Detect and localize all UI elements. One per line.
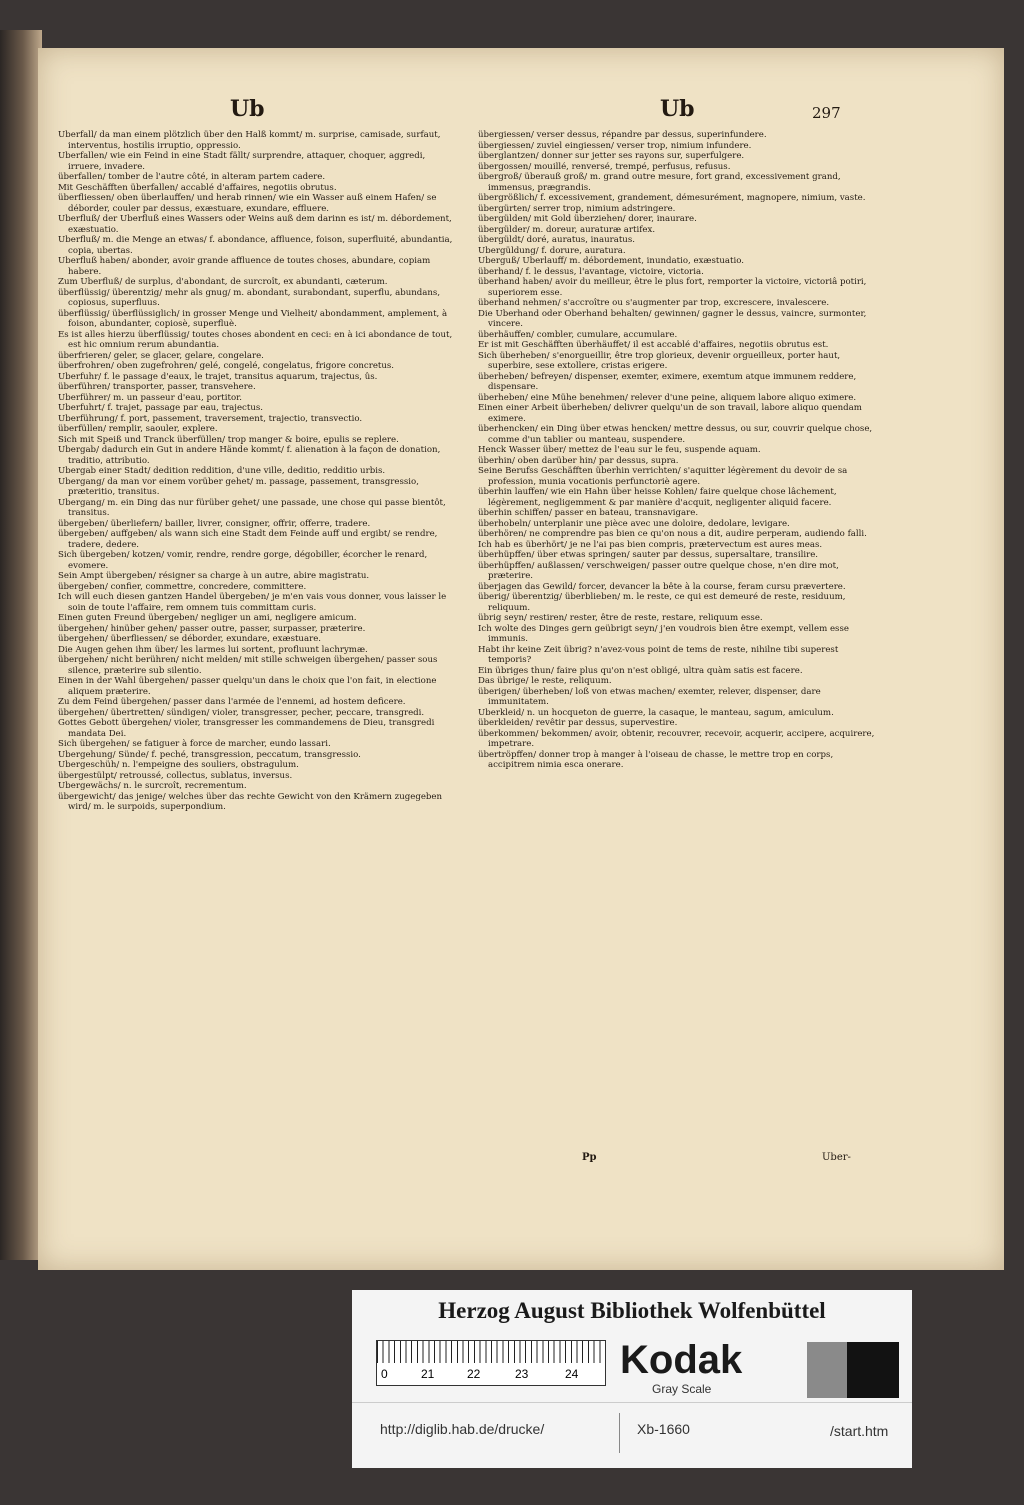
dictionary-entry: Ubergewächs/ n. le surcroît, recrementum. <box>58 781 247 791</box>
dictionary-entry: Habt ihr keine Zeit übrig? n'avez-vous point de tems de reste, nihilne tibi superest temporis? <box>478 644 839 665</box>
dictionary-entry: Uberguß/ Uberlauff/ m. débordement, inundatio, exæstuatio. <box>478 256 744 266</box>
dictionary-entry: Uberfallen/ wie ein Feind in eine Stadt fällt/ surprendre, attaquer, choquer, aggredi, irruere, invadere. <box>58 151 426 172</box>
dictionary-entry: überfrieren/ geler, se glacer, gelare, congelare. <box>58 350 264 361</box>
ruler-number: 22 <box>467 1367 481 1381</box>
dictionary-entry: überfrohren/ oben zugefrohren/ gelé, congelé, congelatus, frigore concretus. <box>58 361 395 371</box>
dictionary-entry: Einen guten Freund übergeben/ negliger un ami, negligere amicum. <box>58 613 357 623</box>
dictionary-entry: übergrößlich/ f. excessivement, grandement, démesurément, magnopere, nimium, vaste. <box>478 193 866 203</box>
dictionary-entry: Uberkleid/ n. un hocqueton de guerre, la casaque, le manteau, sagum, amiculum. <box>478 707 834 718</box>
dictionary-entry: überfallen/ tomber de l'autre côté, in alteram partem cadere. <box>58 172 326 182</box>
dictionary-entry: überkleiden/ revêtir par dessus, supervestire. <box>478 718 678 728</box>
dictionary-entry: überhobeln/ unterplanir une pièce avec une doloire, dedolare, levigare. <box>478 518 790 529</box>
dictionary-entry: Sein Ampt übergeben/ résigner sa charge à un autre, abire magistratu. <box>58 571 370 581</box>
dictionary-entry: Sich mit Speiß und Tranck überfüllen/ trop manger & boire, epulis se replere. <box>58 434 399 445</box>
dictionary-entry: Uberführung/ f. port, passement, traversement, trajectio, transvectio. <box>58 413 363 424</box>
dictionary-entry: überglantzen/ donner sur jetter ses rayons sur, superfulgere. <box>478 151 745 161</box>
page-number: 297 <box>812 104 841 122</box>
kodak-logo: Kodak <box>620 1338 743 1382</box>
ruler-ticks <box>377 1341 605 1363</box>
dictionary-entry: übergülder/ m. doreur, auraturæ artifex. <box>478 224 656 235</box>
dictionary-entry: übergiessen/ verser dessus, répandre par dessus, superinfundere. <box>478 130 767 140</box>
dictionary-entry: überhand haben/ avoir du meilleur, être le plus fort, remporter la victoire, victoriâ potiri, superiorem esse. <box>478 277 867 298</box>
dictionary-entry: Ich wolte des Dinges gern geübrigt seyn/ j'en voudrois bien être exempt, vellem esse immunis. <box>478 623 849 644</box>
dictionary-entry: Gottes Gebott übergehen/ violer, transgresser les commandemens de Dieu, transgredi mandata Dei. <box>58 718 435 739</box>
dictionary-entry: überhüpffen/ außlassen/ verschweigen/ passer outre quelque chose, n'en dire mot, præterire. <box>478 560 839 581</box>
catchword: Uber- <box>822 1152 851 1163</box>
dictionary-entry: übrig seyn/ restiren/ rester, être de reste, restare, reliquum esse. <box>478 613 763 623</box>
dictionary-entry: übergeben/ auffgeben/ als wann sich eine Stadt dem Feinde auff und ergibt/ se rendre, tradere, dedere. <box>58 529 438 550</box>
dictionary-entry: Uberfuhrt/ f. trajet, passage par eau, trajectus. <box>58 403 264 413</box>
black-swatch <box>847 1342 899 1398</box>
dictionary-entry: übergiessen/ zuviel eingiessen/ verser trop, nimium infundere. <box>478 140 752 151</box>
dictionary-entry: Sich übergehen/ se fatiguer à force de marcher, eundo lassari. <box>58 739 331 749</box>
gray-scale-label: Gray Scale <box>652 1382 712 1396</box>
dictionary-entry: Ubergab einer Stadt/ dedition reddition, d'une ville, deditio, redditio urbis. <box>58 466 386 476</box>
dictionary-entry: übergehen/ nicht berühren/ nicht melden/ mit stille schweigen übergehen/ passer sous silence, præterire sub silentio. <box>58 655 438 676</box>
gray-swatch <box>807 1342 847 1398</box>
dictionary-entry: überhäuffen/ combler, cumulare, accumulare. <box>478 329 678 340</box>
dictionary-entry: überhüpffen/ über etwas springen/ sauter par dessus, supersaltare, transilire. <box>478 550 819 560</box>
dictionary-entry: Ich hab es überhört/ je ne l'ai pas bien compris, prætervectum est aures meas. <box>478 539 823 550</box>
dictionary-entry: überig/ überentzig/ überblieben/ m. le reste, ce qui est demeuré de reste, residuum, reliquum. <box>478 592 846 613</box>
dictionary-entry: Uberfluß/ der Uberfluß eines Wassers oder Weins auß dem darinn es ist/ m. débordement, exæstuatio. <box>58 214 452 235</box>
dictionary-entry: Uberfluß/ m. die Menge an etwas/ f. abondance, affluence, foison, superfluité, abundantia, copia, ubertas. <box>58 235 453 256</box>
dictionary-entry: überhören/ ne comprendre pas bien ce qu'on nous a dit, audire perperam, audiendo falli. <box>478 529 867 539</box>
dictionary-entry: Einen einer Arbeit überheben/ delivrer quelqu'un de son travail, labore aliquo quendam eximere. <box>478 403 862 424</box>
ruler-number: 0 <box>381 1367 388 1381</box>
dictionary-entry: Das übrige/ le reste, reliquum. <box>478 676 612 686</box>
dictionary-entry: übertröpffen/ donner trop à manger à l'oiseau de chasse, le mettre trop en corps, accipitrem nimia esca onerare. <box>478 749 834 770</box>
running-header <box>38 96 1004 126</box>
start-page: /start.htm <box>830 1423 889 1439</box>
dictionary-entry: übergewicht/ das jenige/ welches über das rechte Gewicht von den Krämern zugegeben wird/ m. le surpoids, superpondium. <box>58 791 443 812</box>
ruler-numbers <box>377 1367 605 1383</box>
ruler-number: 24 <box>565 1367 579 1381</box>
dictionary-entry: Ubergab/ dadurch ein Gut in andere Hände kommt/ f. alienation à la façon de donation, traditio, attributio. <box>58 445 441 466</box>
dictionary-entry: Uberfall/ da man einem plötzlich über den Halß kommt/ m. surprise, camisade, surfaut, interventus, hostilis irruptio, oppressio. <box>58 130 441 151</box>
dictionary-entry: Sich übergeben/ kotzen/ vomir, rendre, rendre gorge, dégobiller, écorcher le renard, evomere. <box>58 550 428 571</box>
library-title: Herzog August Bibliothek Wolfenbüttel <box>438 1298 826 1323</box>
divider <box>619 1413 620 1453</box>
dictionary-entry: Henck Wasser über/ mettez de l'eau sur le feu, suspende aquam. <box>478 445 761 455</box>
dictionary-entry: überkommen/ bekommen/ avoir, obtenir, recouvrer, recevoir, acquerir, accipere, acquirere, impetrare. <box>478 728 875 749</box>
ruler-number: 23 <box>515 1367 529 1381</box>
scale-ruler <box>376 1340 606 1386</box>
header-left: Ub <box>230 96 265 122</box>
dictionary-entry: Uberfluß haben/ abonder, avoir grande affluence de toutes choses, abundare, copiam habere. <box>58 256 431 277</box>
dictionary-entry: übergüldt/ doré, auratus, inauratus. <box>478 235 635 245</box>
dictionary-entry: überheben/ befreyen/ dispenser, exemter, eximere, exemtum atque immunem reddere, dispensare. <box>478 371 857 392</box>
dictionary-entry: überflüssig/ überflüssiglich/ in grosser Menge und Vielheit/ abondamment, amplement, à foison, abundanter, copiosè, superfluè. <box>58 308 448 329</box>
dictionary-entry: übergeben/ confier, commettre, concredere, committere. <box>58 581 307 592</box>
dictionary-entry: Die Augen gehen ihm über/ les larmes lui sortent, profluunt lachrymæ. <box>58 644 368 655</box>
dictionary-entry: übergehen/ übertretten/ sündigen/ violer, transgresser, pecher, peccare, transgredi. <box>58 707 425 718</box>
dictionary-entry: Zum Uberfluß/ de surplus, d'abondant, de surcroît, ex abundanti, cæterum. <box>58 277 388 287</box>
dictionary-entry: Ich will euch diesen gantzen Handel übergeben/ je m'en vais vous donner, vous laisser le soin de toute l'affaire, rem omnem tuis committam curis. <box>58 592 447 613</box>
book-binding <box>0 30 42 1260</box>
ruler-number: 21 <box>421 1367 435 1381</box>
dictionary-entry: übergehen/ überfliessen/ se déborder, exundare, exæstuare. <box>58 634 322 644</box>
dictionary-entry: übergeben/ überliefern/ bailler, livrer, consigner, offrir, offerre, tradere. <box>58 518 371 529</box>
dictionary-entry: übergürten/ serrer trop, nimium adstringere. <box>478 203 676 214</box>
shelfmark: Xb-1660 <box>637 1421 690 1437</box>
library-url: http://diglib.hab.de/drucke/ <box>380 1421 545 1437</box>
dictionary-entry: Einen in der Wahl übergehen/ passer quelqu'un dans le choix que l'on fait, in electione aliquem præterire. <box>58 676 437 697</box>
dictionary-entry: überführen/ transporter, passer, transvehere. <box>58 382 256 392</box>
dictionary-entry: Ubergang/ m. ein Ding das nur fürüber gehet/ une passade, une chose qui passe bientôt, transitus. <box>58 497 446 518</box>
dictionary-entry: übergestülpt/ retroussé, collectus, sublatus, inversus. <box>58 770 293 781</box>
dictionary-entry: Es ist alles hierzu überflüssig/ toutes choses abondent en ceci: en à ici abondance de tout, est hic omnium rerum abundantia. <box>58 329 453 350</box>
dictionary-entry: übergroß/ überauß groß/ m. grand outre mesure, fort grand, excessivement grand, immensus, prægrandis. <box>478 172 841 193</box>
dictionary-entry: überigen/ überheben/ loß von etwas machen/ exemter, relever, dispenser, dare immunitatem. <box>478 686 821 707</box>
dictionary-entry: überhin schiffen/ passer en bateau, transnavigare. <box>478 508 699 518</box>
dictionary-entry: überhencken/ ein Ding über etwas hencken/ mettre dessus, ou sur, couvrir quelque chose, comme d'un tablier ou manteau, suspendere. <box>478 424 873 445</box>
dictionary-entry: Ubergeschüh/ n. l'empeigne des souliers, obstragulum. <box>58 760 299 770</box>
dictionary-entry: Ein übriges thun/ faire plus qu'on n'est obligé, ultra quàm satis est facere. <box>478 665 803 676</box>
signature-mark: Pp <box>582 1152 597 1163</box>
card-footer <box>352 1402 912 1463</box>
dictionary-entry: überhin lauffen/ wie ein Hahn über heisse Kohlen/ faire quelque chose lâchement, légèrement, negligemment & par manière d'acquit, negligenter aliquid facere. <box>478 487 837 508</box>
dictionary-entry: übergülden/ mit Gold überziehen/ dorer, inaurare. <box>478 214 697 224</box>
dictionary-entry: Er ist mit Geschäfften überhäuffet/ il est accablé d'affaires, negotiis obrutus est. <box>478 340 829 350</box>
dictionary-entry: überfliessen/ oben überlauffen/ und herab rinnen/ wie ein Wasser auß einem Hafen/ se déborder, couler par dessus, exæstuare, exundare, effluere. <box>58 193 437 214</box>
dictionary-entry: Zu dem Feind übergehen/ passer dans l'armée de l'ennemi, ad hostem deficere. <box>58 697 406 707</box>
dictionary-entry: Ubergang/ da man vor einem vorüber gehet/ m. passage, passement, transgressio, præteritio, transitus. <box>58 476 419 497</box>
header-right: Ub <box>660 96 695 122</box>
dictionary-entry: Ubergehung/ Sünde/ f. peché, transgression, peccatum, transgressio. <box>58 749 361 760</box>
dictionary-entry: Uberführer/ m. un passeur d'eau, portitor. <box>58 392 243 403</box>
left-column <box>58 130 458 813</box>
dictionary-entry: übergehen/ hinüber gehen/ passer outre, passer, surpasser, præterire. <box>58 623 366 634</box>
dictionary-entry: überjagen das Gewild/ forcer, devancer la bête à la course, feram cursu prævertere. <box>478 581 846 592</box>
dictionary-entry: Sich überheben/ s'enorgueillir, être trop glorieux, devenir orgueilleux, porter haut, superbire, sese extollere, cristas erigere. <box>478 350 841 371</box>
dictionary-entry: Ubergüldung/ f. dorure, auratura. <box>478 245 626 256</box>
right-column <box>478 130 878 771</box>
dictionary-entry: überheben/ eine Mühe benehmen/ relever d'une peine, aliquem labore aliquo eximere. <box>478 392 857 403</box>
dictionary-entry: Seine Berufss Geschäfften überhin verrichten/ s'aquitter légèrement du devoir de sa profession, munia vocationis perfunctoriè agere. <box>478 466 848 487</box>
dictionary-entry: Uberfuhr/ f. le passage d'eaux, le trajet, transitus aquarum, trajectus, ûs. <box>58 371 378 382</box>
page-footer <box>38 1152 1004 1172</box>
dictionary-entry: überflüssig/ überentzig/ mehr als gnug/ m. abondant, surabondant, superflu, abundans, copiosus, superfluus. <box>58 287 441 308</box>
dictionary-entry: Mit Geschäfften überfallen/ accablé d'affaires, negotiis obrutus. <box>58 182 337 193</box>
dictionary-entry: überhand nehmen/ s'accroître ou s'augmenter par trop, excrescere, invalescere. <box>478 298 830 308</box>
dictionary-entry: überhin/ oben darüber hin/ par dessus, supra. <box>478 455 679 466</box>
book-page <box>38 48 1004 1270</box>
archive-color-card <box>352 1290 912 1468</box>
dictionary-entry: überhand/ f. le dessus, l'avantage, victoire, victoria. <box>478 266 704 277</box>
dictionary-entry: übergossen/ mouillé, renversé, trempé, perfusus, refusus. <box>478 161 731 172</box>
dictionary-entry: überfüllen/ remplir, saouler, explere. <box>58 424 218 434</box>
dictionary-entry: Die Uberhand oder Oberhand behalten/ gewinnen/ gagner le dessus, vaincre, surmonter, vincere. <box>478 308 867 329</box>
